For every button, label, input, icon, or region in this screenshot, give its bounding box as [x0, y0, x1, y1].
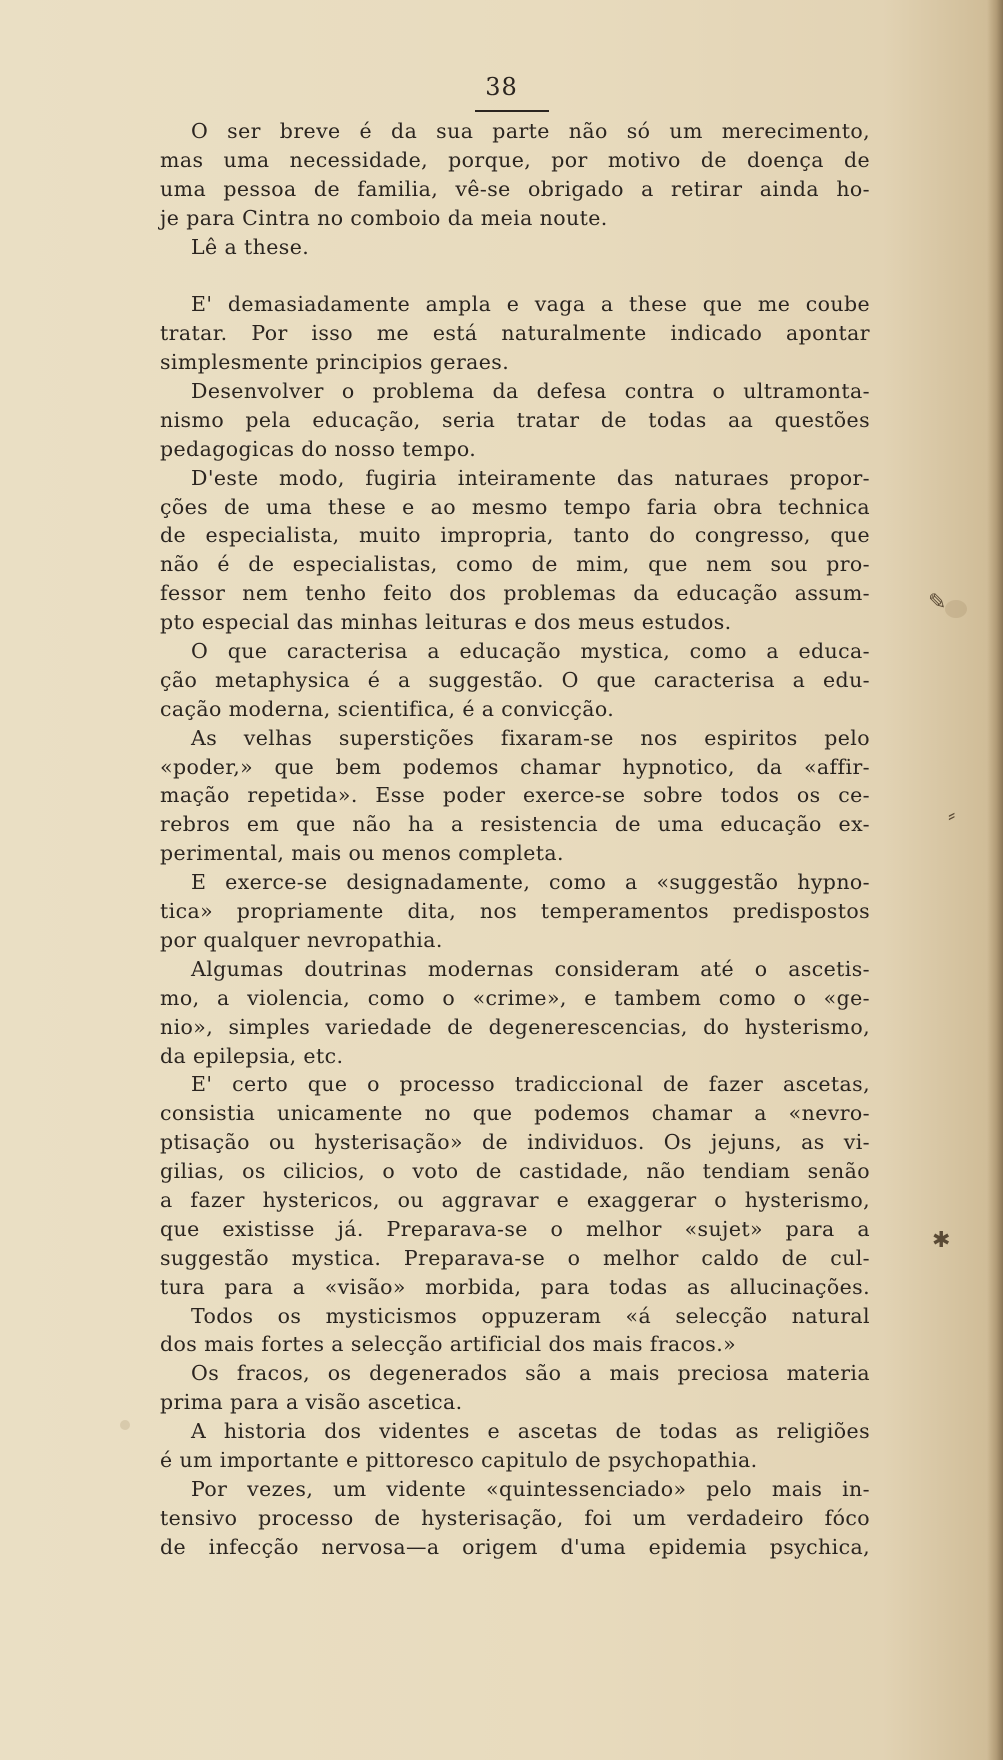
- text-line: [160, 261, 870, 290]
- text-line: mação repetida». Esse poder exerce-se sobre todos os ce-: [160, 783, 870, 808]
- text-line: Os fracos, os degenerados são a mais preciosa materia: [191, 1361, 870, 1386]
- text-line: «poder,» que bem podemos chamar hypnotico, da «affir-: [160, 754, 870, 779]
- body-text: [160, 117, 870, 1562]
- text-line: de infecção nervosa—a origem d'uma epidemia psychica,: [160, 1534, 870, 1559]
- text-line: tura para a «visão» morbida, para todas as allucinações.: [160, 1274, 870, 1299]
- text-line: Lê a these.: [191, 234, 310, 259]
- text-line: a fazer hystericos, ou aggravar e exaggerar o hysterismo,: [160, 1187, 870, 1212]
- text-line: fessor nem tenho feito dos problemas da educação assum-: [160, 581, 870, 606]
- text-line: por qualquer nevropathia.: [160, 927, 443, 952]
- text-line: ptisação ou hysterisação» de individuos. Os jejuns, as vi-: [160, 1130, 870, 1155]
- page-number: 38: [485, 73, 518, 101]
- text-line: A historia dos videntes e ascetas de todas as religiões: [191, 1419, 870, 1444]
- text-line: uma pessoa de familia, vê-se obrigado a retirar ainda ho-: [160, 176, 870, 201]
- text-line: cação moderna, scientifica, é a convicção.: [160, 696, 615, 721]
- paper-stain: [945, 600, 967, 618]
- text-line: O que caracterisa a educação mystica, como a educa-: [191, 639, 870, 664]
- text-line: pedagogicas do nosso tempo.: [160, 436, 477, 461]
- text-line: D'este modo, fugiria inteiramente das naturaes propor-: [191, 465, 870, 490]
- text-line: pto especial das minhas leituras e dos meus estudos.: [160, 610, 732, 635]
- text-line: Todos os mysticismos oppuzeram «á selecção natural: [191, 1303, 870, 1328]
- text-line: rebros em que não ha a resistencia de uma educação ex-: [160, 812, 870, 837]
- margin-mark-icon: ✱: [932, 1228, 951, 1253]
- text-line: Desenvolver o problema da defesa contra o ultramonta-: [191, 379, 870, 404]
- text-line: E exerce-se designadamente, como a «suggestão hypno-: [191, 870, 870, 895]
- text-line: mas uma necessidade, porque, por motivo de doença de: [160, 147, 870, 172]
- text-line: O ser breve é da sua parte não só um merecimento,: [191, 119, 870, 143]
- text-line: mo, a violencia, como o «crime», e tambem como o «ge-: [160, 985, 870, 1010]
- text-line: E' certo que o processo tradiccional de fazer ascetas,: [191, 1072, 870, 1097]
- text-line: nismo pela educação, seria tratar de todas aa questões: [160, 407, 870, 432]
- margin-mark-icon: ⸗: [948, 803, 956, 828]
- text-line: E' demasiadamente ampla e vaga a these que me coube: [191, 292, 870, 317]
- text-line: de especialista, muito impropria, tanto do congresso, que: [160, 523, 870, 548]
- text-line: simplesmente principios geraes.: [160, 350, 510, 375]
- text-line: je para Cintra no comboio da meia noute.: [160, 205, 608, 230]
- text-line: As velhas superstições fixaram-se nos espiritos pelo: [191, 725, 870, 750]
- text-line: tratar. Por isso me está naturalmente indicado apontar: [160, 321, 870, 346]
- margin-mark-icon: ✎: [928, 590, 947, 615]
- text-line: gilias, os cilicios, o voto de castidade, não tendiam senão: [160, 1159, 870, 1184]
- text-line: Algumas doutrinas modernas consideram até o ascetis-: [191, 956, 870, 981]
- text-line: suggestão mystica. Preparava-se o melhor caldo de cul-: [160, 1245, 870, 1270]
- text-line: nio», simples variedade de degenerescencias, do hysterismo,: [160, 1014, 870, 1039]
- text-line: que existisse já. Preparava-se o melhor «sujet» para a: [160, 1216, 870, 1241]
- paper-stain: [120, 1420, 130, 1430]
- text-line: prima para a visão ascetica.: [160, 1390, 463, 1415]
- page-number-rule: [475, 110, 549, 112]
- text-line: perimental, mais ou menos completa.: [160, 841, 564, 866]
- text-line: é um importante e pittoresco capitulo de psychopathia.: [160, 1447, 758, 1472]
- text-line: ção metaphysica é a suggestão. O que caracterisa a edu-: [160, 667, 870, 692]
- text-line: não é de especialistas, como de mim, que nem sou pro-: [160, 552, 870, 577]
- text-line: ções de uma these e ao mesmo tempo faria obra technica: [160, 494, 870, 519]
- text-line: tensivo processo de hysterisação, foi um verdadeiro fóco: [160, 1505, 870, 1530]
- text-line: da epilepsia, etc.: [160, 1043, 344, 1068]
- text-line: tica» propriamente dita, nos temperamentos predispostos: [160, 899, 870, 924]
- text-line: consistia unicamente no que podemos chamar a «nevro-: [160, 1101, 870, 1126]
- page-edge-shadow: [987, 0, 1003, 1760]
- text-line: Por vezes, um vidente «quintessenciado» pelo mais in-: [191, 1476, 870, 1501]
- text-line: dos mais fortes a selecção artificial dos mais fracos.»: [160, 1332, 737, 1357]
